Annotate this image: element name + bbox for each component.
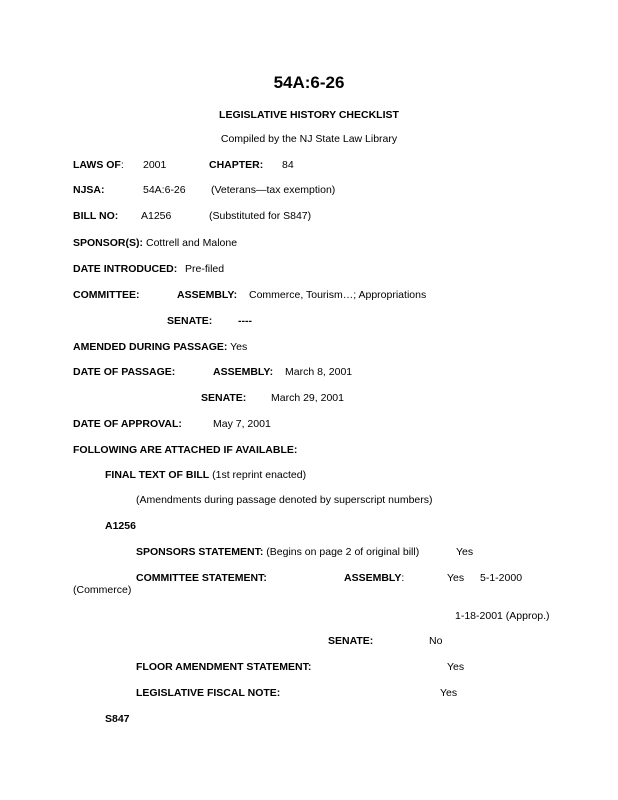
passage-senate-value: March 29, 2001 bbox=[271, 392, 344, 404]
sponsors-statement-label: SPONSORS STATEMENT: bbox=[136, 546, 264, 558]
floor-amendment-label: FLOOR AMENDMENT STATEMENT: bbox=[136, 661, 312, 673]
laws-of-label: LAWS OF bbox=[73, 159, 121, 171]
committee-statement-assembly-label: ASSEMBLY bbox=[344, 572, 402, 584]
date-of-approval-value: May 7, 2001 bbox=[213, 418, 271, 430]
chapter-value: 84 bbox=[282, 159, 294, 171]
laws-of-colon: : bbox=[120, 159, 124, 171]
sponsors-statement-row bbox=[136, 546, 419, 559]
fiscal-note-label: LEGISLATIVE FISCAL NOTE: bbox=[136, 687, 281, 699]
committee-statement-assembly bbox=[344, 572, 404, 585]
amendments-note: (Amendments during passage denoted by superscript numbers) bbox=[136, 494, 433, 506]
sponsors-value: Cottrell and Malone bbox=[146, 237, 238, 249]
njsa-value: 54A:6-26 bbox=[143, 184, 186, 196]
bill-no-note: (Substituted for S847) bbox=[209, 210, 312, 222]
committee-statement-date1: 5-1-2000 bbox=[480, 572, 523, 584]
sponsors-statement-note: (Begins on page 2 of original bill) bbox=[263, 546, 420, 558]
chapter-label: CHAPTER: bbox=[209, 159, 264, 171]
attachments-heading: FOLLOWING ARE ATTACHED IF AVAILABLE: bbox=[73, 444, 298, 456]
committee-assembly-label: ASSEMBLY: bbox=[177, 289, 238, 301]
njsa-note: (Veterans—tax exemption) bbox=[211, 184, 336, 196]
bill-no-label: BILL NO: bbox=[73, 210, 119, 222]
laws-of-row bbox=[73, 159, 124, 172]
date-introduced-label: DATE INTRODUCED: bbox=[73, 263, 178, 275]
committee-senate-value: ---- bbox=[238, 315, 252, 327]
passage-assembly-label: ASSEMBLY: bbox=[213, 366, 274, 378]
passage-assembly-value: March 8, 2001 bbox=[285, 366, 353, 378]
laws-of-value: 2001 bbox=[143, 159, 167, 171]
date-of-passage-label: DATE OF PASSAGE: bbox=[73, 366, 176, 378]
final-text-row bbox=[105, 469, 306, 482]
bill-no-value: A1256 bbox=[141, 210, 172, 222]
date-of-approval-label: DATE OF APPROVAL: bbox=[73, 418, 182, 430]
fiscal-note-value: Yes bbox=[440, 687, 458, 699]
amended-value: Yes bbox=[230, 341, 248, 353]
a1256-heading: A1256 bbox=[105, 520, 136, 532]
sponsors-statement-value: Yes bbox=[456, 546, 474, 558]
sponsors-label: SPONSOR(S): bbox=[73, 237, 144, 249]
committee-senate-label: SENATE: bbox=[167, 315, 213, 327]
checklist-heading: LEGISLATIVE HISTORY CHECKLIST bbox=[219, 109, 399, 121]
page-title: 54A:6-26 bbox=[273, 73, 345, 92]
njsa-label: NJSA: bbox=[73, 184, 105, 196]
committee-statement-date2: 1-18-2001 (Approp.) bbox=[455, 610, 550, 622]
committee-statement-date1-wrap: (Commerce) bbox=[73, 584, 132, 596]
amended-label: AMENDED DURING PASSAGE: bbox=[73, 341, 228, 353]
floor-amendment-value: Yes bbox=[447, 661, 465, 673]
committee-statement-assembly-value: Yes bbox=[447, 572, 465, 584]
committee-statement-assembly-colon: : bbox=[401, 572, 405, 584]
final-text-label: FINAL TEXT OF BILL bbox=[105, 469, 210, 481]
date-introduced-value: Pre-filed bbox=[185, 263, 225, 275]
final-text-note: (1st reprint enacted) bbox=[209, 469, 307, 481]
committee-statement-senate-value: No bbox=[429, 635, 443, 647]
committee-assembly-value: Commerce, Tourism…; Appropriations bbox=[249, 289, 427, 301]
amended-row bbox=[73, 341, 247, 354]
compiled-by: Compiled by the NJ State Law Library bbox=[220, 133, 398, 145]
s847-heading: S847 bbox=[105, 713, 130, 725]
committee-statement-label: COMMITTEE STATEMENT: bbox=[136, 572, 267, 584]
committee-statement-senate-label: SENATE: bbox=[328, 635, 374, 647]
committee-label: COMMITTEE: bbox=[73, 289, 140, 301]
passage-senate-label: SENATE: bbox=[201, 392, 247, 404]
